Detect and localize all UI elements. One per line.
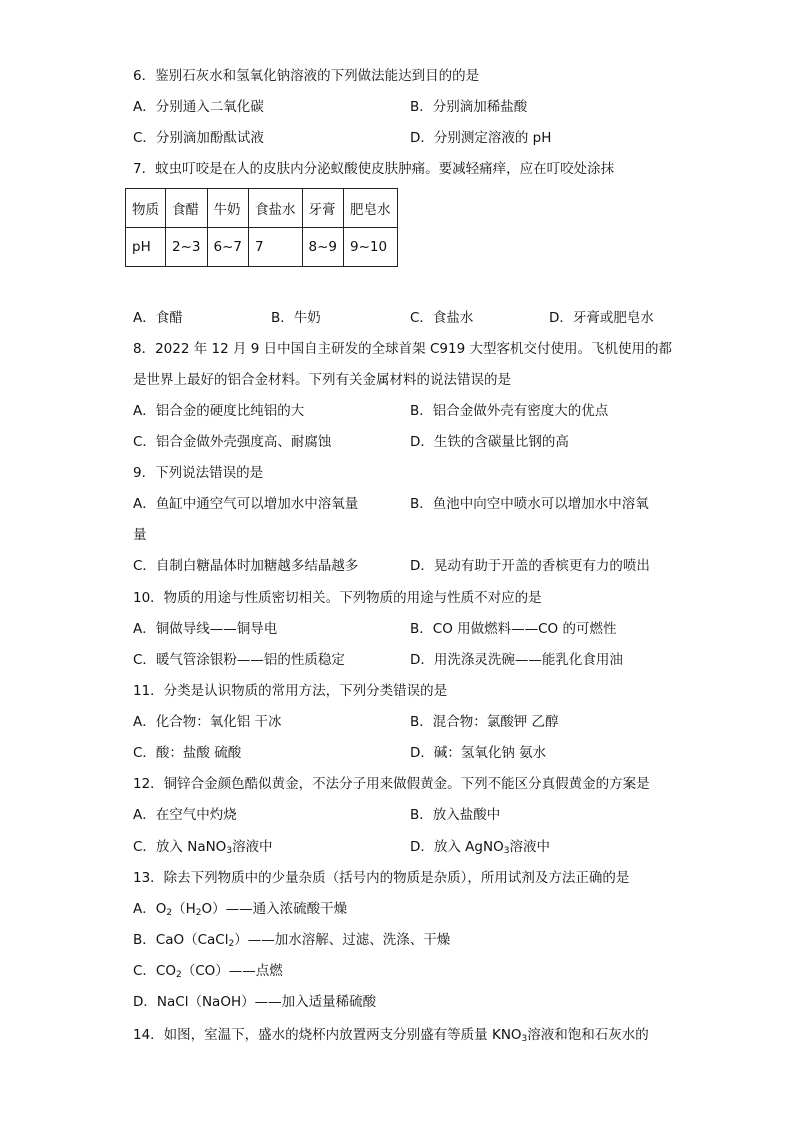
table-cell: 9~10 <box>344 228 398 267</box>
question-8-option-c: C．铝合金做外壳强度高、耐腐蚀 <box>133 434 332 450</box>
question-12-stem: 12．铜锌合金颜色酷似黄金，不法分子用来做假黄金。下列不能区分真假黄金的方案是 <box>133 776 650 792</box>
question-7-option-d: D．牙膏或肥皂水 <box>549 310 654 326</box>
question-6-option-b: B．分别滴加稀盐酸 <box>410 99 528 115</box>
option-text: 溶液中 <box>232 839 273 855</box>
question-7-option-c: C．食盐水 <box>410 310 474 326</box>
question-7-option-a: A．食醋 <box>133 310 183 326</box>
question-12-option-d <box>410 838 550 860</box>
question-6-stem: 6．鉴别石灰水和氢氧化钠溶液的下列做法能达到目的的是 <box>133 68 480 84</box>
subscript: 3 <box>226 846 233 856</box>
table-cell: 牛奶 <box>207 189 249 228</box>
question-13-stem: 13．除去下列物质中的少量杂质（括号内的物质是杂质），所用试剂及方法正确的是 <box>133 870 630 886</box>
option-text: C．放入 NaNO <box>133 839 227 855</box>
subscript: 2 <box>228 939 235 949</box>
table-row <box>126 189 398 228</box>
question-10-option-c: C．暖气管涂银粉——铝的性质稳定 <box>133 652 345 668</box>
question-12-option-c <box>133 838 273 860</box>
question-10-option-a: A．铜做导线——铜导电 <box>133 621 278 637</box>
table-cell: pH <box>126 228 166 267</box>
option-text: 溶液中 <box>509 839 550 855</box>
table-cell: 8~9 <box>302 228 344 267</box>
question-11-option-c: C．酸：盐酸 硫酸 <box>133 745 242 761</box>
question-9-option-b: B．鱼池中向空中喷水可以增加水中溶氧 <box>410 496 649 512</box>
question-9-option-a: A．鱼缸中通空气可以增加水中溶氧量 <box>133 496 359 512</box>
question-6-option-a: A．分别通入二氧化碳 <box>133 99 264 115</box>
question-9-option-c: C．自制白糖晶体时加糖越多结晶越多 <box>133 558 359 574</box>
subscript: 3 <box>521 1034 528 1044</box>
question-10-stem: 10．物质的用途与性质密切相关。下列物质的用途与性质不对应的是 <box>133 590 542 606</box>
question-7-option-b: B．牛奶 <box>271 310 321 326</box>
question-8-option-d: D．生铁的含碳量比钢的高 <box>410 434 569 450</box>
question-11-stem: 11．分类是认识物质的常用方法，下列分类错误的是 <box>133 683 448 699</box>
table-cell: 食盐水 <box>249 189 303 228</box>
option-text: C．CO <box>133 963 176 979</box>
question-6-option-d: D．分别测定溶液的 pH <box>410 130 552 146</box>
table-cell: 牙膏 <box>302 189 344 228</box>
table-cell: 肥皂水 <box>344 189 398 228</box>
option-text: A．O <box>133 901 167 917</box>
question-8-option-b: B．铝合金做外壳有密度大的优点 <box>410 403 609 419</box>
question-9-stem: 9．下列说法错误的是 <box>133 465 264 481</box>
question-13-option-b <box>133 931 450 953</box>
option-text: D．放入 AgNO <box>410 839 504 855</box>
question-13-option-a <box>133 900 347 922</box>
option-text: ）——加水溶解、过滤、洗涤、干燥 <box>234 932 451 948</box>
question-14-stem <box>133 1026 649 1048</box>
question-9-option-d: D．晃动有助于开盖的香槟更有力的喷出 <box>410 558 650 574</box>
table-cell: 7 <box>249 228 303 267</box>
table-cell: 食醋 <box>166 189 208 228</box>
option-text: O）——通入浓硫酸干燥 <box>201 901 348 917</box>
subscript: 2 <box>195 908 202 918</box>
question-11-option-d: D．碱：氢氧化钠 氨水 <box>410 745 547 761</box>
question-11-option-b: B．混合物：氯酸钾 乙醇 <box>410 714 559 730</box>
question-9-option-b-wrap: 量 <box>133 527 147 543</box>
question-8-stem-line2: 是世界上最好的铝合金材料。下列有关金属材料的说法错误的是 <box>133 372 511 388</box>
question-8-stem-line1: 8．2022 年 12 月 9 日中国自主研发的全球首架 C919 大型客机交付使用。飞机使用的都 <box>133 341 672 357</box>
question-13-option-c <box>133 962 283 984</box>
subscript: 2 <box>166 908 173 918</box>
question-13-option-d: D．NaCl（NaOH）——加入适量稀硫酸 <box>133 994 377 1010</box>
subscript: 3 <box>503 846 510 856</box>
option-text: （H <box>172 901 196 917</box>
question-10-option-b: B．CO 用做燃料——CO 的可燃性 <box>410 621 617 637</box>
table-cell: 2~3 <box>166 228 208 267</box>
option-text: （CO）——点燃 <box>181 963 283 979</box>
question-12-option-b: B．放入盐酸中 <box>410 807 501 823</box>
question-7-stem: 7．蚊虫叮咬是在人的皮肤内分泌蚁酸使皮肤肿痛。要减轻痛痒，应在叮咬处涂抹 <box>133 161 615 177</box>
question-11-option-a: A．化合物：氧化铝 干冰 <box>133 714 282 730</box>
stem-text: 14．如图，室温下，盛水的烧杯内放置两支分别盛有等质量 KNO <box>133 1027 522 1043</box>
question-10-option-d: D．用洗涤灵洗碗——能乳化食用油 <box>410 652 623 668</box>
question-8-option-a: A．铝合金的硬度比纯铝的大 <box>133 403 305 419</box>
table-cell: 物质 <box>126 189 166 228</box>
question-12-option-a: A．在空气中灼烧 <box>133 807 237 823</box>
table-row <box>126 228 398 267</box>
table-cell: 6~7 <box>207 228 249 267</box>
option-text: B．CaO（CaCl <box>133 932 229 948</box>
subscript: 2 <box>175 970 182 980</box>
question-6-option-c: C．分别滴加酚酞试液 <box>133 130 264 146</box>
stem-text: 溶液和饱和石灰水的 <box>527 1027 649 1043</box>
ph-table <box>125 188 398 267</box>
